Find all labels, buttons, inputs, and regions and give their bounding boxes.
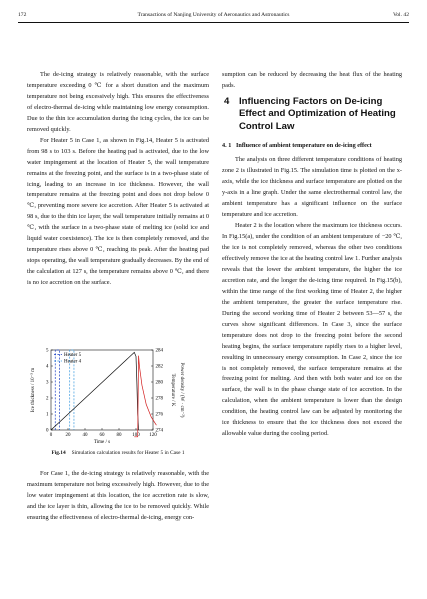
legend-label: Heater 5 [64,353,82,358]
y-tick-label: 3 [46,380,49,386]
y2-tick-label: 280 [155,380,163,386]
left-column-bottom [27,469,209,524]
x-tick-label: 120 [149,433,157,438]
right-column [222,70,402,440]
volume-label: Vol. 42 [392,12,409,18]
y2-tick-label: 274 [155,428,163,434]
y-tick-label: 5 [46,348,49,354]
series-heater-5 [55,350,59,430]
y-tick-label: 4 [46,364,49,370]
chart-svg [27,336,209,450]
subsection-number: 4. 1 [222,142,232,150]
x-tick-label: 40 [82,433,88,438]
figure-14 [27,336,209,456]
section-heading [222,96,402,134]
y2-axis-label: Temperature / K [170,373,175,407]
legend-label: Heater 4 [64,359,82,365]
left-paragraph-3: For Case 1, the de-icing strategy is relatively reasonable, with the maximum temperature not being excessively high. However, due to the low water impingement at this location, the ice accretion rate is slow, and the ice layer is thin, allowing the ice to be removed quickly. While ensuring the effectiveness of electro-thermal de-icing, energy con- [27,470,209,521]
subsection-heading [222,141,402,150]
journal-title: Transactions of Nanjing University of Aeronautics and Astronautics [137,12,290,18]
x-tick-label: 80 [116,433,122,438]
x-axis-label: Time / s [93,440,111,445]
left-paragraph-1: The de-icing strategy is relatively reasonable, with the surface temperature exceeding 0 ℃ for a short duration and the maximum temperature not being excessively high. This ensures the effectiveness of electro-thermal de-icing while maintaining low energy consumption. Due to the thin ice accumulation during the icing cycles, the ice can be removed quickly. [27,71,209,133]
left-column [27,70,209,289]
right-paragraph-2: Heater 2 is the location where the maximum ice thickness occurs. In Fig.15(a), under the condition of an ambient temperature of −20 ℃, the ice is not completely removed, whereas the other two conditions effectively remove the ice at the heating control law 1. Further analysis reveals that the lower the ambient temperature, the higher the ice accretion rate, and the longer the de-icing time required. In Fig.15(b), within the time range of the first working time of Heater 2, the higher the ambient temperature, the greater the surface temperature rise. During the second working time of Heater 2 between 53—57 s, the curves show significant differences. In Case 3, since the surface temperature does not drop to the freezing point before the second heating begins, the surface temperature rapidly rises to a higher level, resulting in unnecessary energy consumption. In Case 2, since the ice is not completely removed, the surface temperature remains at the freezing point for melting. And then with both water and ice on the surface, the wall is in the phase change state of ice accretion. In the calculation, when the ambient temperature is lower than the design condition, the heating control law can be adjusted by monitoring the ice thickness to ensure that the ice thickness does not exceed the allowable value during the cooling period. [222,222,402,438]
y-tick-label: 0 [46,428,49,434]
caption-label: Fig.14 [51,450,66,456]
right-paragraph-0: sumption can be reduced by decreasing the heat flux of the heating pads. [222,71,402,89]
running-header [18,9,409,21]
y3-axis-label: Power density / (W · cm⁻²) [179,362,184,418]
section-title: Influencing Factors on De-icing Effect and Optimization of Heating Control Law [239,95,396,132]
right-paragraph-1: The analysis on three different temperature conditions of heating zone 2 is illustrated in Fig.15. The simulation time is plotted on the x-axis, while the ice thickness and surface temperature are plotted on the y-axis in a line graph. Under the same electrothermal control law, the ambient temperature has a significant influence on the surface temperature and ice accretion. [222,156,402,219]
y-tick-label: 2 [46,396,49,402]
x-tick-label: 100 [132,433,140,438]
y2-tick-label: 282 [155,364,163,370]
left-paragraph-2: For Heater 5 in Case 1, as shown in Fig.14, Heater 5 is activated from 98 s to 103 s. Before the heating pad is activated, due to the low water impingement at the location of Heater 5, the wall temperature remains at the freezing point, and the surface is in a two-phase state of icing, leading to an increase in ice thickness. However, the wall temperature remains at the freezing point and does not drop below 0 ℃, preventing more severe ice accretion. After Heater 5 is activated at 98 s, due to the thin ice layer, the wall temperature initially remains at 0 ℃, with the surface in a two-phase state of melting ice (solid ice and liquid water coexistence). The ice is then completely removed, and the temperature rises above 0 ℃, reaching its peak. After the heating pad stops operating, the wall temperature gradually decreases. By the end of the calculation at 127 s, the temperature remains above 0 ℃, and there is no ice accretion on the surface. [27,136,209,287]
section-number: 4 [224,95,230,107]
y-tick-label: 1 [46,412,49,418]
caption-text: Simulation calculation results for Heater 5 in Case 1 [71,450,185,456]
figure-caption [27,450,209,456]
x-tick-label: 20 [65,433,71,438]
subsection-title: Influence of ambient temperature on de-icing effect [236,142,372,150]
page-number: 172 [18,12,27,18]
header-rule [18,22,409,23]
x-tick-label: 0 [49,433,53,438]
y2-tick-label: 278 [155,396,163,402]
y2-tick-label: 284 [155,348,163,354]
y2-tick-label: 276 [155,412,163,418]
x-tick-label: 60 [99,433,105,438]
y-axis-label: Ice thickness / 10⁻⁵ m [31,367,36,413]
